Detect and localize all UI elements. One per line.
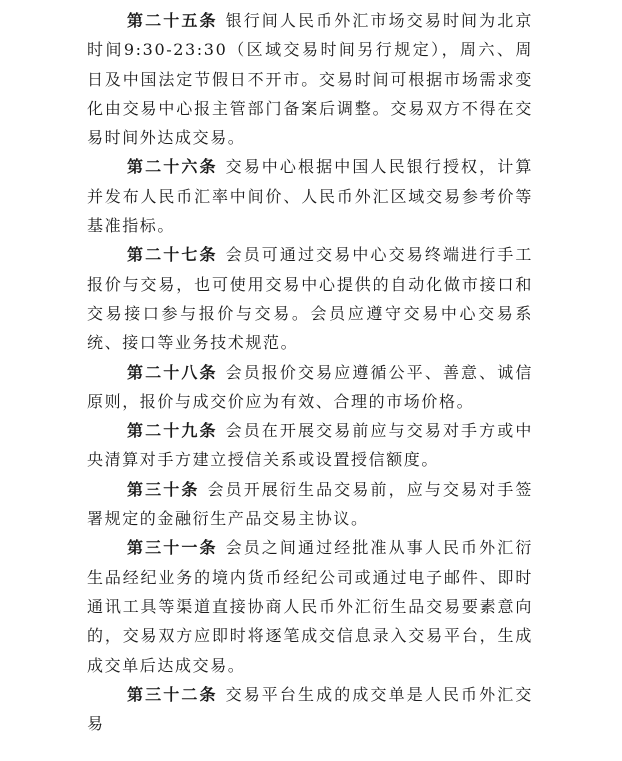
article-25 [87,6,533,152]
article-27 [87,240,533,357]
article-text: 交易中心根据中国人民银行授权，计算并发布人民币汇率中间价、人民币外汇区域交易参考价等基准指标。 [87,157,533,236]
article-number: 第三十一条 [127,538,218,558]
article-text: 会员可通过交易中心交易终端进行手工报价与交易，也可使用交易中心提供的自动化做市接口和交易接口参与报价与交易。会员应遵守交易中心交易系统、接口等业务技术规范。 [87,245,533,353]
document-page [87,6,533,738]
article-text: 会员报价交易应遵循公平、善意、诚信原则，报价与成交价应为有效、合理的市场价格。 [87,362,533,411]
article-text: 会员开展衍生品交易前，应与交易对手签署规定的金融衍生产品交易主协议。 [87,479,533,529]
article-number: 第二十六条 [127,157,218,177]
article-text: 交易平台生成的成交单是人民币外汇交易 [87,684,533,734]
article-number: 第三十二条 [127,684,218,704]
article-32 [87,680,533,739]
article-29 [87,416,533,475]
article-number: 第二十八条 [127,362,218,382]
article-number: 第二十五条 [127,11,218,30]
article-number: 第三十条 [127,479,200,499]
article-30 [87,475,533,534]
article-number: 第二十七条 [127,245,218,265]
article-text: 会员在开展交易前应与交易对手方或中央清算对手方建立授信关系或设置授信额度。 [87,421,533,470]
article-31 [87,533,533,679]
article-text: 会员之间通过经批准从事人民币外汇衍生品经纪业务的境内货币经纪公司或通过电子邮件、即时通讯工具等渠道直接协商人民币外汇衍生品交易要素意向的，交易双方应即时将逐笔成交信息录入交易平台，生成成交单后达成交易。 [87,538,533,675]
article-26 [87,152,533,240]
article-number: 第二十九条 [127,421,218,441]
article-28 [87,358,533,417]
article-text: 银行间人民币外汇市场交易时间为北京时间9:30-23:30（区域交易时间另行规定），周六、周日及中国法定节假日不开市。交易时间可根据市场需求变化由交易中心报主管部门备案后调整。交易双方不得在交易时间外达成交易。 [87,11,533,148]
